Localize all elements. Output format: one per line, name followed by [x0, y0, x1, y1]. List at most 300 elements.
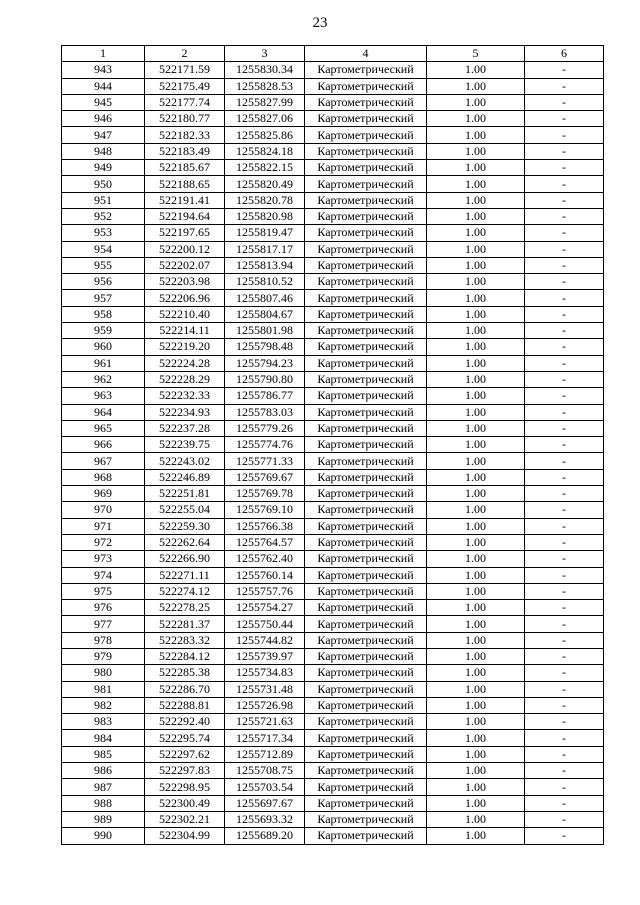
x-coordinate-cell: 522206.96	[145, 290, 225, 306]
table-row	[62, 257, 604, 273]
method-cell: Картометрический	[305, 62, 427, 78]
description-cell: -	[525, 176, 604, 192]
point-number-cell: 986	[62, 763, 145, 779]
method-cell: Картометрический	[305, 697, 427, 713]
point-number-cell: 972	[62, 534, 145, 550]
point-number-cell: 971	[62, 518, 145, 534]
description-cell: -	[525, 795, 604, 811]
x-coordinate-cell: 522185.67	[145, 160, 225, 176]
description-cell: -	[525, 763, 604, 779]
method-cell: Картометрический	[305, 404, 427, 420]
point-number-cell: 950	[62, 176, 145, 192]
accuracy-cell: 1.00	[427, 290, 525, 306]
table-row	[62, 339, 604, 355]
method-cell: Картометрический	[305, 208, 427, 224]
table-row	[62, 763, 604, 779]
accuracy-cell: 1.00	[427, 339, 525, 355]
x-coordinate-cell: 522175.49	[145, 78, 225, 94]
table-row	[62, 160, 604, 176]
table-row	[62, 111, 604, 127]
accuracy-cell: 1.00	[427, 192, 525, 208]
x-coordinate-cell: 522243.02	[145, 453, 225, 469]
method-cell: Картометрический	[305, 779, 427, 795]
point-number-cell: 960	[62, 339, 145, 355]
accuracy-cell: 1.00	[427, 763, 525, 779]
point-number-cell: 988	[62, 795, 145, 811]
y-coordinate-cell: 1255830.34	[225, 62, 305, 78]
y-coordinate-cell: 1255810.52	[225, 274, 305, 290]
x-coordinate-cell: 522171.59	[145, 62, 225, 78]
description-cell: -	[525, 811, 604, 827]
point-number-cell: 943	[62, 62, 145, 78]
x-coordinate-cell: 522202.07	[145, 257, 225, 273]
table-row	[62, 241, 604, 257]
y-coordinate-cell: 1255734.83	[225, 665, 305, 681]
description-cell: -	[525, 551, 604, 567]
point-number-cell: 967	[62, 453, 145, 469]
method-cell: Картометрический	[305, 600, 427, 616]
point-number-cell: 985	[62, 746, 145, 762]
x-coordinate-cell: 522288.81	[145, 697, 225, 713]
x-coordinate-cell: 522255.04	[145, 502, 225, 518]
method-cell: Картометрический	[305, 241, 427, 257]
method-cell: Картометрический	[305, 518, 427, 534]
method-cell: Картометрический	[305, 388, 427, 404]
table-row	[62, 404, 604, 420]
table-row	[62, 388, 604, 404]
description-cell: -	[525, 94, 604, 110]
accuracy-cell: 1.00	[427, 681, 525, 697]
x-coordinate-cell: 522246.89	[145, 469, 225, 485]
point-number-cell: 969	[62, 486, 145, 502]
table-row	[62, 62, 604, 78]
method-cell: Картометрический	[305, 78, 427, 94]
description-cell: -	[525, 355, 604, 371]
method-cell: Картометрический	[305, 420, 427, 436]
column-header: 4	[305, 46, 427, 62]
y-coordinate-cell: 1255817.17	[225, 241, 305, 257]
y-coordinate-cell: 1255783.03	[225, 404, 305, 420]
method-cell: Картометрический	[305, 192, 427, 208]
description-cell: -	[525, 746, 604, 762]
accuracy-cell: 1.00	[427, 94, 525, 110]
y-coordinate-cell: 1255820.49	[225, 176, 305, 192]
y-coordinate-cell: 1255828.53	[225, 78, 305, 94]
y-coordinate-cell: 1255794.23	[225, 355, 305, 371]
x-coordinate-cell: 522283.32	[145, 632, 225, 648]
accuracy-cell: 1.00	[427, 111, 525, 127]
table-row	[62, 469, 604, 485]
point-number-cell: 962	[62, 371, 145, 387]
accuracy-cell: 1.00	[427, 665, 525, 681]
description-cell: -	[525, 486, 604, 502]
accuracy-cell: 1.00	[427, 828, 525, 844]
accuracy-cell: 1.00	[427, 143, 525, 159]
accuracy-cell: 1.00	[427, 371, 525, 387]
accuracy-cell: 1.00	[427, 811, 525, 827]
description-cell: -	[525, 665, 604, 681]
description-cell: -	[525, 127, 604, 143]
x-coordinate-cell: 522214.11	[145, 323, 225, 339]
point-number-cell: 949	[62, 160, 145, 176]
x-coordinate-cell: 522297.62	[145, 746, 225, 762]
method-cell: Картометрический	[305, 371, 427, 387]
y-coordinate-cell: 1255807.46	[225, 290, 305, 306]
table-row	[62, 486, 604, 502]
accuracy-cell: 1.00	[427, 78, 525, 94]
y-coordinate-cell: 1255820.98	[225, 208, 305, 224]
accuracy-cell: 1.00	[427, 62, 525, 78]
table-row	[62, 567, 604, 583]
point-number-cell: 954	[62, 241, 145, 257]
x-coordinate-cell: 522177.74	[145, 94, 225, 110]
accuracy-cell: 1.00	[427, 453, 525, 469]
x-coordinate-cell: 522295.74	[145, 730, 225, 746]
table-row	[62, 420, 604, 436]
y-coordinate-cell: 1255689.20	[225, 828, 305, 844]
y-coordinate-cell: 1255739.97	[225, 648, 305, 664]
accuracy-cell: 1.00	[427, 502, 525, 518]
y-coordinate-cell: 1255786.77	[225, 388, 305, 404]
y-coordinate-cell: 1255760.14	[225, 567, 305, 583]
point-number-cell: 977	[62, 616, 145, 632]
x-coordinate-cell: 522219.20	[145, 339, 225, 355]
y-coordinate-cell: 1255693.32	[225, 811, 305, 827]
point-number-cell: 978	[62, 632, 145, 648]
point-number-cell: 989	[62, 811, 145, 827]
y-coordinate-cell: 1255801.98	[225, 323, 305, 339]
accuracy-cell: 1.00	[427, 486, 525, 502]
header-row	[62, 46, 604, 62]
method-cell: Картометрический	[305, 502, 427, 518]
x-coordinate-cell: 522200.12	[145, 241, 225, 257]
point-number-cell: 963	[62, 388, 145, 404]
x-coordinate-cell: 522266.90	[145, 551, 225, 567]
y-coordinate-cell: 1255820.78	[225, 192, 305, 208]
table-row	[62, 94, 604, 110]
description-cell: -	[525, 62, 604, 78]
point-number-cell: 964	[62, 404, 145, 420]
x-coordinate-cell: 522271.11	[145, 567, 225, 583]
x-coordinate-cell: 522300.49	[145, 795, 225, 811]
point-number-cell: 961	[62, 355, 145, 371]
method-cell: Картометрический	[305, 355, 427, 371]
description-cell: -	[525, 632, 604, 648]
point-number-cell: 975	[62, 583, 145, 599]
description-cell: -	[525, 502, 604, 518]
point-number-cell: 957	[62, 290, 145, 306]
method-cell: Картометрический	[305, 111, 427, 127]
point-number-cell: 944	[62, 78, 145, 94]
y-coordinate-cell: 1255703.54	[225, 779, 305, 795]
y-coordinate-cell: 1255708.75	[225, 763, 305, 779]
point-number-cell: 981	[62, 681, 145, 697]
column-header: 5	[427, 46, 525, 62]
y-coordinate-cell: 1255804.67	[225, 306, 305, 322]
y-coordinate-cell: 1255769.10	[225, 502, 305, 518]
accuracy-cell: 1.00	[427, 648, 525, 664]
table-row	[62, 665, 604, 681]
x-coordinate-cell: 522180.77	[145, 111, 225, 127]
method-cell: Картометрический	[305, 257, 427, 273]
table-row	[62, 323, 604, 339]
x-coordinate-cell: 522259.30	[145, 518, 225, 534]
method-cell: Картометрический	[305, 681, 427, 697]
table-row	[62, 681, 604, 697]
y-coordinate-cell: 1255766.38	[225, 518, 305, 534]
x-coordinate-cell: 522194.64	[145, 208, 225, 224]
accuracy-cell: 1.00	[427, 600, 525, 616]
table-row	[62, 143, 604, 159]
accuracy-cell: 1.00	[427, 746, 525, 762]
accuracy-cell: 1.00	[427, 404, 525, 420]
x-coordinate-cell: 522197.65	[145, 225, 225, 241]
description-cell: -	[525, 779, 604, 795]
column-header: 1	[62, 46, 145, 62]
x-coordinate-cell: 522237.28	[145, 420, 225, 436]
x-coordinate-cell: 522297.83	[145, 763, 225, 779]
description-cell: -	[525, 143, 604, 159]
table-row	[62, 355, 604, 371]
description-cell: -	[525, 681, 604, 697]
y-coordinate-cell: 1255731.48	[225, 681, 305, 697]
point-number-cell: 966	[62, 437, 145, 453]
y-coordinate-cell: 1255769.67	[225, 469, 305, 485]
method-cell: Картометрический	[305, 551, 427, 567]
method-cell: Картометрический	[305, 306, 427, 322]
method-cell: Картометрический	[305, 437, 427, 453]
description-cell: -	[525, 828, 604, 844]
y-coordinate-cell: 1255750.44	[225, 616, 305, 632]
description-cell: -	[525, 78, 604, 94]
point-number-cell: 955	[62, 257, 145, 273]
table-row	[62, 371, 604, 387]
y-coordinate-cell: 1255822.15	[225, 160, 305, 176]
method-cell: Картометрический	[305, 648, 427, 664]
y-coordinate-cell: 1255824.18	[225, 143, 305, 159]
point-number-cell: 951	[62, 192, 145, 208]
method-cell: Картометрический	[305, 795, 427, 811]
description-cell: -	[525, 567, 604, 583]
method-cell: Картометрический	[305, 583, 427, 599]
table-row	[62, 746, 604, 762]
point-number-cell: 990	[62, 828, 145, 844]
y-coordinate-cell: 1255721.63	[225, 714, 305, 730]
point-number-cell: 945	[62, 94, 145, 110]
point-number-cell: 948	[62, 143, 145, 159]
x-coordinate-cell: 522210.40	[145, 306, 225, 322]
y-coordinate-cell: 1255762.40	[225, 551, 305, 567]
x-coordinate-cell: 522278.25	[145, 600, 225, 616]
accuracy-cell: 1.00	[427, 779, 525, 795]
table-row	[62, 306, 604, 322]
accuracy-cell: 1.00	[427, 567, 525, 583]
point-number-cell: 976	[62, 600, 145, 616]
method-cell: Картометрический	[305, 730, 427, 746]
point-number-cell: 970	[62, 502, 145, 518]
description-cell: -	[525, 404, 604, 420]
method-cell: Картометрический	[305, 453, 427, 469]
x-coordinate-cell: 522251.81	[145, 486, 225, 502]
method-cell: Картометрический	[305, 811, 427, 827]
x-coordinate-cell: 522298.95	[145, 779, 225, 795]
description-cell: -	[525, 257, 604, 273]
description-cell: -	[525, 469, 604, 485]
x-coordinate-cell: 522234.93	[145, 404, 225, 420]
accuracy-cell: 1.00	[427, 697, 525, 713]
method-cell: Картометрический	[305, 143, 427, 159]
accuracy-cell: 1.00	[427, 583, 525, 599]
method-cell: Картометрический	[305, 290, 427, 306]
table-row	[62, 714, 604, 730]
y-coordinate-cell: 1255771.33	[225, 453, 305, 469]
description-cell: -	[525, 437, 604, 453]
point-number-cell: 973	[62, 551, 145, 567]
y-coordinate-cell: 1255827.99	[225, 94, 305, 110]
x-coordinate-cell: 522274.12	[145, 583, 225, 599]
accuracy-cell: 1.00	[427, 632, 525, 648]
description-cell: -	[525, 339, 604, 355]
y-coordinate-cell: 1255697.67	[225, 795, 305, 811]
y-coordinate-cell: 1255744.82	[225, 632, 305, 648]
y-coordinate-cell: 1255790.80	[225, 371, 305, 387]
x-coordinate-cell: 522262.64	[145, 534, 225, 550]
method-cell: Картометрический	[305, 665, 427, 681]
x-coordinate-cell: 522284.12	[145, 648, 225, 664]
column-header: 6	[525, 46, 604, 62]
x-coordinate-cell: 522292.40	[145, 714, 225, 730]
accuracy-cell: 1.00	[427, 274, 525, 290]
method-cell: Картометрический	[305, 714, 427, 730]
description-cell: -	[525, 453, 604, 469]
table-row	[62, 192, 604, 208]
table-row	[62, 779, 604, 795]
y-coordinate-cell: 1255717.34	[225, 730, 305, 746]
table-row	[62, 176, 604, 192]
table-row	[62, 811, 604, 827]
point-number-cell: 982	[62, 697, 145, 713]
accuracy-cell: 1.00	[427, 208, 525, 224]
method-cell: Картометрический	[305, 225, 427, 241]
accuracy-cell: 1.00	[427, 469, 525, 485]
x-coordinate-cell: 522281.37	[145, 616, 225, 632]
description-cell: -	[525, 323, 604, 339]
description-cell: -	[525, 730, 604, 746]
method-cell: Картометрический	[305, 274, 427, 290]
accuracy-cell: 1.00	[427, 714, 525, 730]
table-row	[62, 648, 604, 664]
description-cell: -	[525, 111, 604, 127]
description-cell: -	[525, 160, 604, 176]
description-cell: -	[525, 225, 604, 241]
point-number-cell: 979	[62, 648, 145, 664]
accuracy-cell: 1.00	[427, 355, 525, 371]
x-coordinate-cell: 522183.49	[145, 143, 225, 159]
y-coordinate-cell: 1255774.76	[225, 437, 305, 453]
description-cell: -	[525, 714, 604, 730]
table-row	[62, 600, 604, 616]
x-coordinate-cell: 522285.38	[145, 665, 225, 681]
description-cell: -	[525, 388, 604, 404]
y-coordinate-cell: 1255764.57	[225, 534, 305, 550]
table-row	[62, 534, 604, 550]
description-cell: -	[525, 420, 604, 436]
y-coordinate-cell: 1255754.27	[225, 600, 305, 616]
description-cell: -	[525, 208, 604, 224]
point-number-cell: 987	[62, 779, 145, 795]
method-cell: Картометрический	[305, 828, 427, 844]
description-cell: -	[525, 371, 604, 387]
method-cell: Картометрический	[305, 534, 427, 550]
table-row	[62, 78, 604, 94]
table-row	[62, 437, 604, 453]
table-row	[62, 551, 604, 567]
description-cell: -	[525, 274, 604, 290]
x-coordinate-cell: 522191.41	[145, 192, 225, 208]
accuracy-cell: 1.00	[427, 518, 525, 534]
point-number-cell: 965	[62, 420, 145, 436]
y-coordinate-cell: 1255726.98	[225, 697, 305, 713]
y-coordinate-cell: 1255757.76	[225, 583, 305, 599]
accuracy-cell: 1.00	[427, 323, 525, 339]
accuracy-cell: 1.00	[427, 437, 525, 453]
accuracy-cell: 1.00	[427, 551, 525, 567]
x-coordinate-cell: 522203.98	[145, 274, 225, 290]
point-number-cell: 947	[62, 127, 145, 143]
accuracy-cell: 1.00	[427, 534, 525, 550]
method-cell: Картометрический	[305, 160, 427, 176]
point-number-cell: 984	[62, 730, 145, 746]
y-coordinate-cell: 1255827.06	[225, 111, 305, 127]
description-cell: -	[525, 697, 604, 713]
y-coordinate-cell: 1255779.26	[225, 420, 305, 436]
table-row	[62, 730, 604, 746]
table-row	[62, 616, 604, 632]
table-row	[62, 697, 604, 713]
y-coordinate-cell: 1255769.78	[225, 486, 305, 502]
y-coordinate-cell: 1255825.86	[225, 127, 305, 143]
method-cell: Картометрический	[305, 632, 427, 648]
table-row	[62, 453, 604, 469]
accuracy-cell: 1.00	[427, 388, 525, 404]
method-cell: Картометрический	[305, 567, 427, 583]
x-coordinate-cell: 522239.75	[145, 437, 225, 453]
x-coordinate-cell: 522286.70	[145, 681, 225, 697]
table-row	[62, 632, 604, 648]
table-row	[62, 127, 604, 143]
description-cell: -	[525, 306, 604, 322]
method-cell: Картометрический	[305, 616, 427, 632]
table-header	[62, 46, 604, 62]
table-body	[62, 62, 604, 844]
table-row	[62, 502, 604, 518]
description-cell: -	[525, 518, 604, 534]
description-cell: -	[525, 290, 604, 306]
point-number-cell: 952	[62, 208, 145, 224]
x-coordinate-cell: 522188.65	[145, 176, 225, 192]
column-header: 2	[145, 46, 225, 62]
page-number: 23	[312, 15, 328, 31]
point-number-cell: 946	[62, 111, 145, 127]
method-cell: Картометрический	[305, 127, 427, 143]
accuracy-cell: 1.00	[427, 257, 525, 273]
x-coordinate-cell: 522304.99	[145, 828, 225, 844]
point-number-cell: 959	[62, 323, 145, 339]
accuracy-cell: 1.00	[427, 225, 525, 241]
description-cell: -	[525, 600, 604, 616]
description-cell: -	[525, 241, 604, 257]
method-cell: Картометрический	[305, 323, 427, 339]
